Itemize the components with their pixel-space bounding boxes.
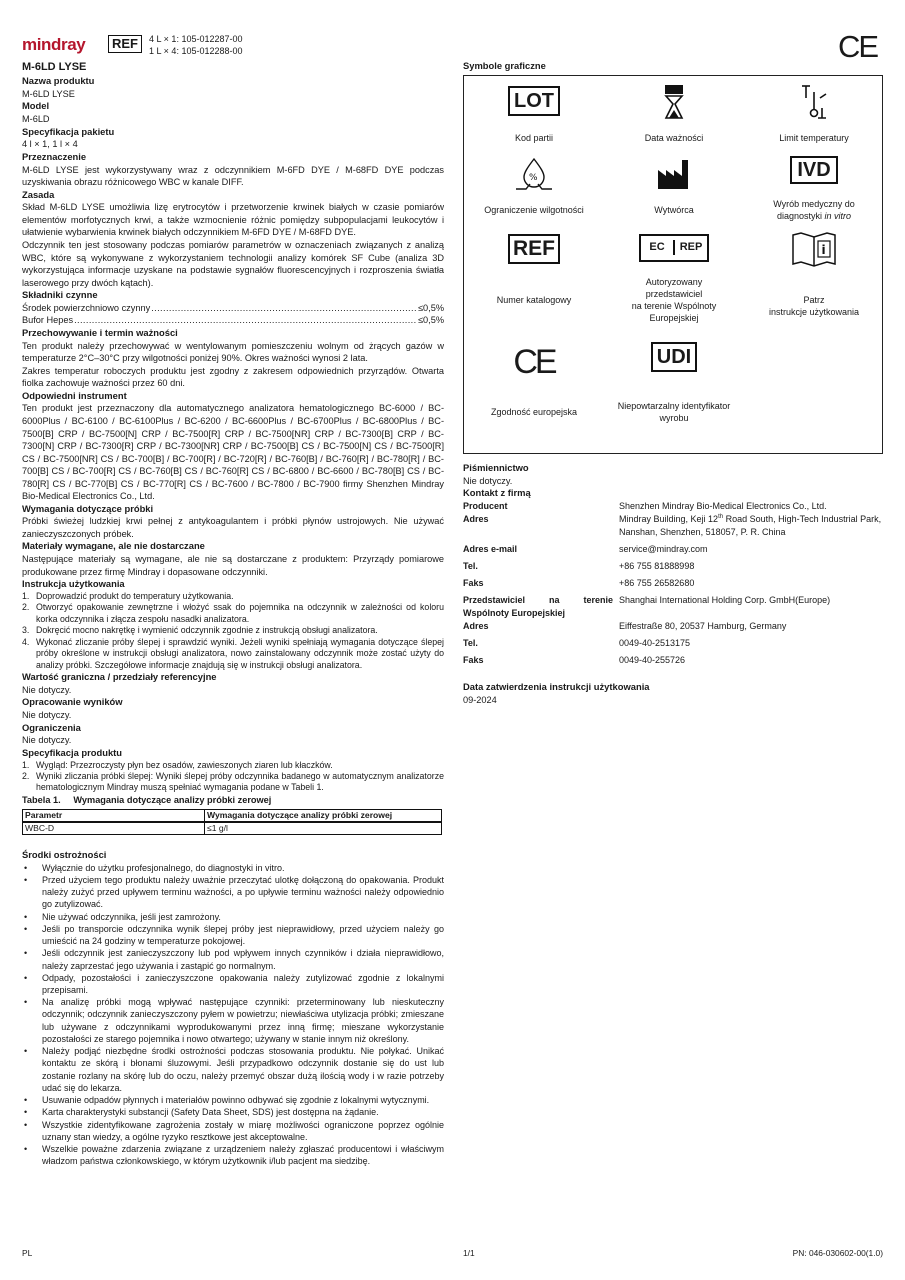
contact-row: Przedstawiciel na terenie Wspólnoty Europejskiej Shanghai International Holding Corp. GmbH(Europe) xyxy=(463,595,831,619)
product-name-value: M-6LD LYSE xyxy=(22,88,75,99)
instrument-text: Ten produkt jest przeznaczony dla automatycznego analizatora hematologicznego BC-6000 / BC-6000Plus / BC-6100 / BC-6100Plus / BC-6200 / BC-6600Plus / BC-6700Plus / BC-6800Plus / BC-7500[B] CRP / BC-7500[N] CRP / BC-7500[R] CRP / BC-7500[NR] CRP / BC-7300[B] CRP / BC-7300[N] CRP / BC-7300[R] CRP / BC-7300[NR] CRP / BC-7500[B] CS / BC-7500[N] CS / BC-7500[R] CS / BC-7500[NR] CS / BC-700[B] / BC-700[R] / BC-720[R] / BC-760[B] / BC-760[R] / BC-780[R] / BC-700[B] CS / BC-700[R] CS / BC-760[B] CS / BC-760[R] CS / BC-6800 / BC-6600 / BC-780[B] CS / BC-780[R] CS / BC-770[B] CS / BC-770[R] CS / BC-7600 / BC-7800 / BC-7900 firmy Shenzhen Mindray Bio-Medical Electronics Co., Ltd. xyxy=(22,403,444,502)
dot-leader xyxy=(74,314,417,327)
document-title: M-6LD LYSE xyxy=(22,61,87,73)
symbol-caption: Ograniczenie wilgotności xyxy=(484,204,584,215)
svg-text:%: % xyxy=(529,172,538,183)
symbols-box xyxy=(463,75,883,454)
model-value: M-6LD xyxy=(22,114,50,125)
pack-value: 4 l × 1, 1 l × 4 xyxy=(22,139,78,150)
list-item: 2. Otworzyć opakowanie zewnętrzne i włożyć ssak do pojemnika na odczynnik w zależności od koloru korka odczynnika i złącza zespołu nasadki analizatora. xyxy=(22,602,444,624)
factory-icon xyxy=(604,156,744,192)
principle-heading: Zasada xyxy=(22,188,55,200)
symbol-ec-rep xyxy=(604,234,744,325)
table-caption-number: Tabela 1. xyxy=(22,794,61,805)
list-item: • Przed użyciem tego produktu należy uważnie przeczytać ulotkę dołączoną do opakowania. Produkt należy zużyć przed upływem terminu ważności, a po upływie terminu ważności należy odpowiednio go zutylizować. xyxy=(24,874,444,910)
contact-row: Adres e-mail service@mindray.com xyxy=(463,544,708,554)
storage-heading: Przechowywanie i termin ważności xyxy=(22,326,178,338)
symbol-caption: Limit temperatury xyxy=(779,132,849,143)
list-item: • Jeśli odczynnik jest zanieczyszczony lub pod wpływem innych czynników i działa nieprawidłowo, należy zaprzestać jego używania i zastąpić go normalnym. xyxy=(24,948,444,971)
materials-text: Następujące materiały są wymagane, ale nie są dostarczane z produktem: Przyrządy pomiarowe produkowane przez firmę Mindray i dopasowane odczynniki. xyxy=(22,554,444,577)
spec-list xyxy=(22,760,444,794)
list-item: • Na analizę próbki mogą wpływać następujące czynniki: przeterminowany lub nieskuteczny odczynnik; odczynnik zanieczyszczony pyłem w powietrzu; niewłaściwa utylizacja próbki; zmieszane lub używane z odczynnikami wyprodukowanymi przez inną firmę; mieszane wykorzystanie pozostałości ze starego pojemnika i nowo otwartego; używany w stanie innym niż określony. xyxy=(24,997,444,1044)
symbol-ref xyxy=(464,234,604,306)
list-item: • Odpady, pozostałości i zanieczyszczone opakowania należy zutylizować zgodnie z lokalnymi przepisami. xyxy=(24,972,444,996)
svg-text:i: i xyxy=(821,242,826,257)
cutoff-heading: Wartość graniczna / przedziały referencyjne xyxy=(22,670,217,682)
ce-mark: CE xyxy=(838,29,878,64)
udi-icon: UDI xyxy=(651,342,697,372)
humidity-icon xyxy=(464,156,604,192)
symbol-caption: Autoryzowany przedstawiciel na terenie Wspólnoty Europejskiej xyxy=(631,276,717,324)
list-item: 1. Doprowadzić produkt do temperatury użytkowania. xyxy=(22,591,234,602)
purpose-text: M-6LD LYSE jest wykorzystywany wraz z odczynnikiem M-6FD DYE / M-68FD DYE podczas uzyskiwania obrazu różnicowego WBC w kanale DIFF. xyxy=(22,164,444,188)
references-text: Nie dotyczy. xyxy=(463,475,513,486)
model-heading: Model xyxy=(22,100,50,112)
dot-leader xyxy=(151,302,417,315)
symbol-caption: Patrz instrukcje użytkowania xyxy=(768,294,860,317)
list-item: • Wszystkie zidentyfikowane zagrożenia zostały w miarę możliwości ograniczone poprzez ogólnie uznany stan wiedzy, a ogólne ryzyko resztkowe jest akceptowalne. xyxy=(24,1119,444,1142)
storage-text-2: Zakres temperatur roboczych produktu jest zgodny z zakresem odpowiednich przyrządów. Otwarta fiolka zachowuje ważności przez 60 dni. xyxy=(22,365,444,389)
symbol-caption: Numer katalogowy xyxy=(496,294,572,305)
list-item: • Należy podjąć niezbędne środki ostrożności podczas stosowania produktu. Nie połykać. Unikać kontaktu ze skórą i błonami śluzowymi. Jeśli przypadkowo odczynnik dostanie się do ust lub zostanie rozlany na skórę lub do oczu, należy przemyć obszar dużą ilością wody i w razie potrzeby udać się do lekarza. xyxy=(24,1046,444,1093)
list-item: • Karta charakterystyki substancji (Safety Data Sheet, SDS) jest dostępna na żądanie. xyxy=(24,1107,379,1118)
precautions-heading: Środki ostrożności xyxy=(22,848,107,860)
ivd-icon: IVD xyxy=(790,156,838,184)
list-item: 3. Dokręcić mocno nakrętkę i wymienić odczynnik zgodnie z instrukcją obsługi analizatora. xyxy=(22,625,378,636)
active-ingredient-row xyxy=(22,302,444,315)
contact-row: Tel. +86 755 81888998 xyxy=(463,561,695,572)
purpose-heading: Przeznaczenie xyxy=(22,150,87,162)
list-item: • Wszelkie poważne zdarzenia związane z urządzeniem należy zgłaszać producentowi i właściwym władzom państwa członkowskiego, w którym użytkownik i/lub pacjent ma siedzibę. xyxy=(24,1144,444,1167)
right-column xyxy=(463,60,883,707)
lot-icon: LOT xyxy=(508,86,560,116)
symbol-caption: Wytwórca xyxy=(654,204,694,215)
table-caption xyxy=(22,794,444,807)
results-text: Nie dotyczy. xyxy=(22,710,72,721)
active-ingredient-label: Środek powierzchniowo czynny xyxy=(22,302,151,313)
instructions-heading: Instrukcja użytkowania xyxy=(22,578,125,590)
ref-line-2: 1 L × 4: 105-012288-00 xyxy=(149,46,243,56)
contact-heading: Kontakt z firmą xyxy=(463,487,531,499)
list-item: • Usuwanie odpadów płynnych i materiałów powinno odbywać się zgodnie z lokalnymi wytycznymi. xyxy=(24,1095,430,1106)
contact-row: Faks 0049-40-255726 xyxy=(463,655,686,666)
footer-page-number: 1/1 xyxy=(463,1248,475,1258)
list-item: • Wyłącznie do użytku profesjonalnego, do diagnostyki in vitro. xyxy=(24,862,285,873)
symbol-humidity xyxy=(464,156,604,216)
symbol-caption: Zgodność europejska xyxy=(490,406,578,417)
instructions-list xyxy=(22,591,444,671)
table-row xyxy=(23,822,442,834)
symbol-manufacturer xyxy=(604,156,744,216)
product-name-heading: Nazwa produktu xyxy=(22,74,95,86)
blank-requirements-table xyxy=(22,809,442,834)
list-item: 2. Wyniki zliczania próbki ślepej: Wyniki ślepej próby odczynnika badanego w automatycznym analizatorze hematologicznym Mindray muszą spełniać wymagania podane w Tabeli 1. xyxy=(22,771,444,793)
symbol-ce xyxy=(464,340,604,418)
symbol-temperature xyxy=(744,84,884,144)
footer-part-number: PN: 046-030602-00(1.0) xyxy=(792,1248,883,1258)
ec-rep-icon: EC REP xyxy=(639,234,709,262)
symbol-caption: Wyrób medyczny do diagnostyki in vitro xyxy=(773,198,855,221)
symbol-ivd xyxy=(744,156,884,222)
principle-text-1: Skład M-6LD LYSE umożliwia lizę erytrocytów i przetworzenie krwinek białych w czasie pomiarów elementów morfotycznych krwi, a także wzmocnienie różnic pomiędzy subpopulacjami leukocytów i ułatwienie wybarwienia krwinek białych odczynnikiem M-6FD DYE / M-68FD DYE. xyxy=(22,202,444,238)
symbol-udi xyxy=(604,342,744,424)
storage-text-1: Ten produkt należy przechowywać w wentylowanym pomieszczeniu wolnym od żrących gazów w temperaturze 2°C–30°C przy wilgotności poniżej 90%. Okres ważności wynosi 2 lata. xyxy=(22,340,444,364)
contact-row: Adres Eiffestraße 80, 20537 Hamburg, Germany xyxy=(463,621,787,632)
ref-symbol: REF xyxy=(108,35,142,53)
limitations-heading: Ograniczenia xyxy=(22,721,81,733)
contact-section xyxy=(463,462,883,707)
spec-heading: Specyfikacja produktu xyxy=(22,746,123,758)
table-header: Parametr xyxy=(23,810,205,822)
results-heading: Opracowanie wyników xyxy=(22,696,123,708)
symbol-expiry xyxy=(604,84,744,144)
active-ingredient-row xyxy=(22,314,444,327)
active-ingredients-heading: Składniki czynne xyxy=(22,289,98,301)
list-item: • Nie używać odczynnika, jeśli jest zamrożony. xyxy=(24,911,221,922)
symbol-caption: Kod partii xyxy=(514,132,554,143)
contact-row: Faks +86 755 26582680 xyxy=(463,578,695,589)
materials-heading: Materiały wymagane, ale nie dostarczane xyxy=(22,540,205,552)
precautions-list xyxy=(22,862,444,1168)
mindray-logo: mindray xyxy=(22,35,86,54)
approval-heading: Data zatwierdzenia instrukcji użytkowania xyxy=(463,681,650,693)
active-ingredient-label: Bufor Hepes xyxy=(22,315,74,326)
list-item: • Jeśli po transporcie odczynnika wynik ślepej próby jest nieprawidłowy, przed użyciem należy go umieścić na 24 godziny w temperaturze pokojowej. xyxy=(24,923,444,947)
ref-icon: REF xyxy=(508,234,560,264)
sample-text: Próbki świeżej ludzkiej krwi pełnej z antykoagulantem i próbki płynów ustrojowych. Nie używać zanieczyszczonych próbek. xyxy=(22,516,444,539)
table-cell: WBC-D xyxy=(23,822,205,834)
active-ingredient-value: ≤0,5% xyxy=(418,315,444,326)
pack-heading: Specyfikacja pakietu xyxy=(22,125,115,137)
symbol-lot xyxy=(464,86,604,144)
table-header: Wymagania dotyczące analizy próbki zerowej xyxy=(205,810,442,822)
references-heading: Piśmiennictwo xyxy=(463,461,529,473)
sample-heading: Wymagania dotyczące próbki xyxy=(22,502,154,514)
ref-line-1: 4 L × 1: 105-012287-00 xyxy=(149,34,243,44)
table-caption-text: Wymagania dotyczące analizy próbki zerowej xyxy=(73,794,272,805)
footer-language: PL xyxy=(22,1248,33,1258)
contact-row: Adres Mindray Building, Keji 12th Road South, High-Tech Industrial Park, Nanshan, Shenzhen, 518057, P. R. China xyxy=(463,513,882,537)
symbol-caption: Niepowtarzalny identyfikator wyrobu xyxy=(617,400,731,423)
approval-date: 09-2024 xyxy=(463,695,497,706)
instrument-heading: Odpowiedni instrument xyxy=(22,389,127,401)
left-column xyxy=(22,60,444,1168)
thermometer-icon xyxy=(744,84,884,120)
hourglass-icon xyxy=(604,84,744,120)
ref-numbers xyxy=(149,33,243,57)
list-item: 1. Wygląd: Przezroczysty płyn bez osadów, zawieszonych ziaren lub kłaczków. xyxy=(22,759,333,770)
limitations-text: Nie dotyczy. xyxy=(22,735,72,746)
ce-icon: CE xyxy=(513,342,555,381)
principle-text-2: Odczynnik ten jest stosowany podczas pomiarów parametrów w oznaczeniach związanych z analizą WBC, które są wykonywane z wykorzystaniem technologii analizy komórek SF Cube (analiza 3D wykorzystująca informacje uzyskane na podstawie sygnałów fluorescencyjnych i rozproszenia światła laserowego przy dwóch kątach). xyxy=(22,239,444,288)
symbol-ifu xyxy=(744,230,884,318)
table-cell: ≤1 g/l xyxy=(205,822,442,834)
contact-row: Tel. 0049-40-2513175 xyxy=(463,638,691,649)
list-item: 4. Wykonać zliczanie próby ślepej i sprawdzić wyniki. Jeżeli wyniki spełniają wymagania dotyczące ślepej próby określone w instrukcji obsługi analizatora, nowo zainstalowany odczynnik może zostać użyty do analizy próbki. Szczegółowe informacje znajdują się w instrukcji obsługi analizatora. xyxy=(22,636,444,670)
contact-row: Producent Shenzhen Mindray Bio-Medical Electronics Co., Ltd. xyxy=(463,500,827,511)
symbol-caption: Data ważności xyxy=(644,132,704,143)
active-ingredient-value: ≤0,5% xyxy=(418,302,444,313)
symbols-heading: Symbole graficzne xyxy=(463,60,546,71)
cutoff-text: Nie dotyczy. xyxy=(22,684,72,695)
book-info-icon xyxy=(744,230,884,268)
